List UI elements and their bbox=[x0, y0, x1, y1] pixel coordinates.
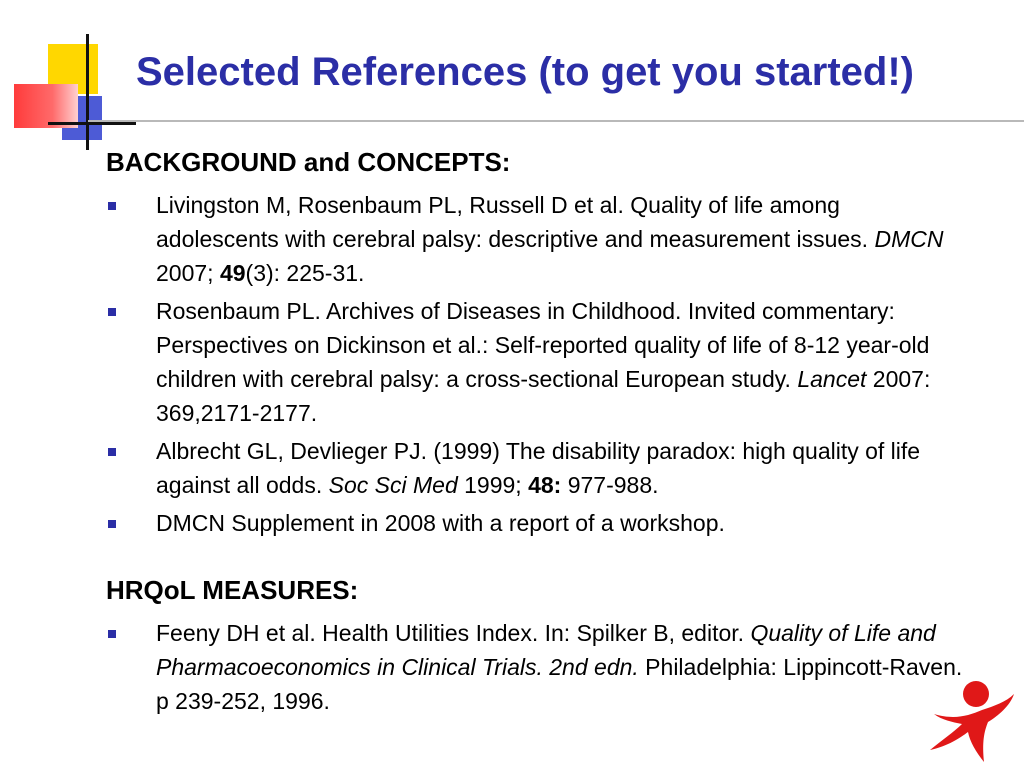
volume-number: 48: bbox=[528, 472, 562, 498]
section-heading-background: BACKGROUND and CONCEPTS: bbox=[106, 147, 511, 177]
corner-logo bbox=[0, 0, 140, 160]
journal-name: Soc Sci Med bbox=[328, 472, 458, 498]
title-divider bbox=[88, 120, 1024, 122]
reference-list-hrqol bbox=[106, 616, 966, 718]
reference-item: DMCN Supplement in 2008 with a report of a workshop. bbox=[106, 506, 966, 540]
section-heading-hrqol: HRQoL MEASURES: bbox=[106, 575, 359, 605]
slide-title: Selected References (to get you started!) bbox=[136, 50, 914, 94]
running-figure-icon bbox=[924, 676, 1016, 764]
journal-name: Lancet bbox=[797, 366, 867, 392]
logo-horizontal-line bbox=[48, 122, 136, 125]
bullet-icon bbox=[108, 520, 116, 528]
bullet-icon bbox=[108, 308, 116, 316]
slide-content bbox=[106, 146, 966, 722]
reference-item: Albrecht GL, Devlieger PJ. (1999) The disability paradox: high quality of life against all odds. Soc Sci Med 1999; 48: 977-988. bbox=[106, 434, 966, 502]
reference-list-background bbox=[106, 188, 966, 540]
bullet-icon bbox=[108, 202, 116, 210]
bullet-icon bbox=[108, 448, 116, 456]
reference-item: Rosenbaum PL. Archives of Diseases in Childhood. Invited commentary: Perspectives on Dickinson et al.: Self-reported quality of life of 8-12 year-old children with cerebral palsy: a cross-sectional European study. Lancet 2007: 369,2171-2177. bbox=[106, 294, 966, 430]
reference-item: Livingston M, Rosenbaum PL, Russell D et al. Quality of life among adolescents with cerebral palsy: descriptive and measurement issues. DMCN 2007; 49(3): 225-31. bbox=[106, 188, 966, 290]
bullet-icon bbox=[108, 630, 116, 638]
volume-number: 49 bbox=[219, 260, 246, 286]
book-title: Quality of Life and Pharmacoeconomics in Clinical Trials. 2nd edn. bbox=[156, 620, 936, 680]
journal-name: DMCN bbox=[874, 226, 944, 252]
logo-vertical-line bbox=[86, 34, 89, 150]
reference-item: Feeny DH et al. Health Utilities Index. In: Spilker B, editor. Quality of Life and Pharmacoeconomics in Clinical Trials. 2nd edn. Philadelphia: Lippincott-Raven. p 239-252, 1996. bbox=[106, 616, 966, 718]
